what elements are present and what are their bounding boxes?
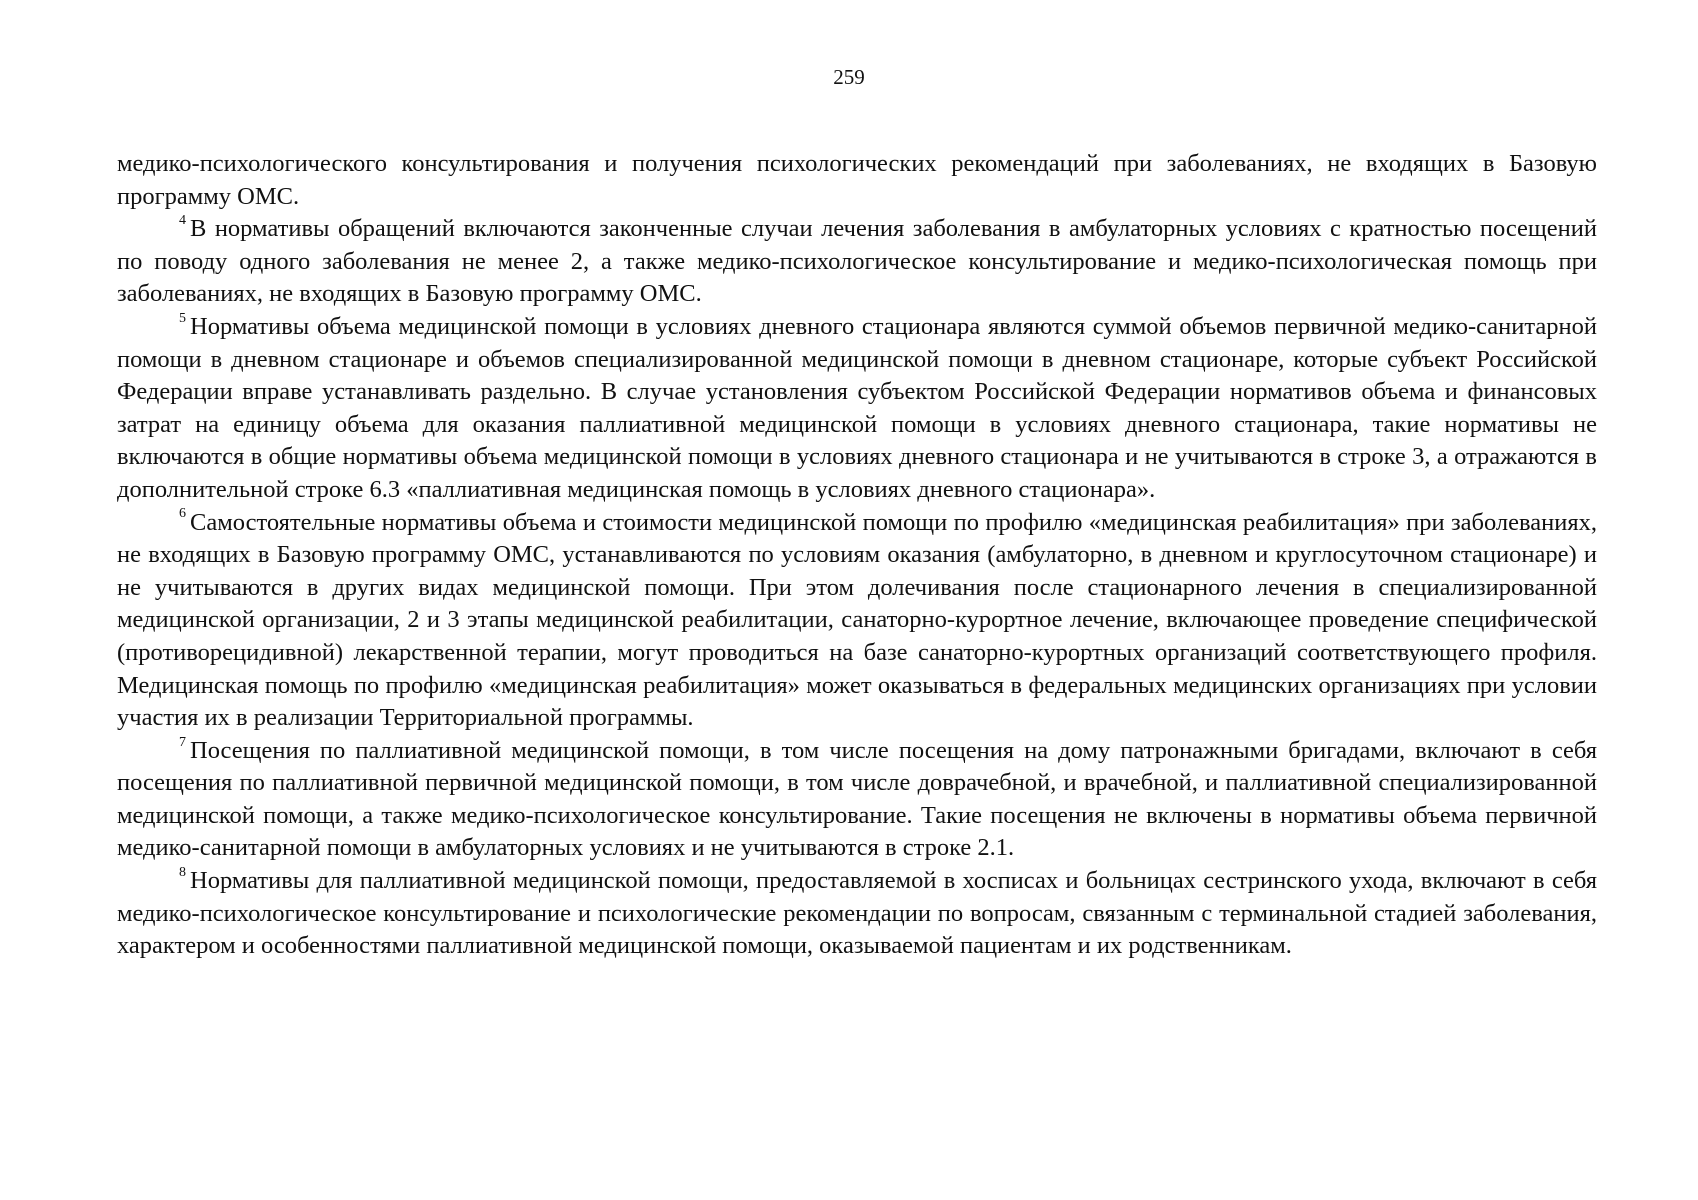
footnotes-body — [117, 148, 1597, 963]
footnote-text: Посещения по паллиативной медицинской помощи, в том числе посещения на дому патронажными бригадами, включают в себя посещения по паллиативной первичной медицинской помощи, в том числе доврачебной, и врачебной, и паллиативной специализированной медицинской помощи, а также медико-психологическое консультирование. Такие посещения не включены в нормативы объема первичной медико-санитарной помощи в амбулаторных условиях и не учитываются в строке 2.1. — [117, 736, 1597, 862]
footnote-text: Нормативы для паллиативной медицинской помощи, предоставляемой в хосписах и больницах сестринского ухода, включают в себя медико-психологическое консультирование и психологические рекомендации по вопросам, связанным с терминальной стадией заболевания, характером и особенностями паллиативной медицинской помощи, оказываемой пациентам и их родственникам. — [117, 867, 1597, 960]
footnote-7 — [117, 735, 1597, 865]
continued-paragraph: медико-психологического консультирования и получения психологических рекомендаций при заболеваниях, не входящих в Базовую программу ОМС. — [117, 150, 1597, 210]
footnote-5 — [117, 311, 1597, 507]
footnote-mark: 5 — [179, 310, 186, 326]
footnote-text: В нормативы обращений включаются законченные случаи лечения заболевания в амбулаторных условиях с кратностью посещений по поводу одного заболевания не менее 2, а также медико-психологическое консультирование и медико-психологическая помощь при заболеваниях, не входящих в Базовую программу ОМС. — [117, 215, 1597, 308]
footnote-mark: 6 — [179, 506, 186, 522]
footnote-text: Нормативы объема медицинской помощи в условиях дневного стационара являются суммой объемов первичной медико-санитарной помощи в дневном стационаре и объемов специализированной медицинской помощи в дневном стационаре, которые субъект Российской Федерации вправе устанавливать раздельно. В случае установления субъектом Российской Федерации нормативов объема и финансовых затрат на единицу объема для оказания паллиативной медицинской помощи в условиях дневного стационара, такие нормативы не включаются в общие нормативы объема медицинской помощи в условиях дневного стационара и не учитываются в строке 3, а отражаются в дополнительной строке 6.3 «паллиативная медицинская помощь в условиях дневного стационара». — [117, 312, 1597, 503]
footnote-mark: 8 — [179, 864, 186, 880]
footnote-mark: 7 — [179, 734, 186, 750]
footnote-4 — [117, 213, 1597, 311]
footnote-6 — [117, 507, 1597, 735]
footnote-8 — [117, 865, 1597, 963]
footnote-mark: 4 — [179, 213, 186, 229]
footnote-text: Самостоятельные нормативы объема и стоимости медицинской помощи по профилю «медицинская реабилитация» при заболеваниях, не входящих в Базовую программу ОМС, устанавливаются по условиям оказания (амбулаторно, в дневном и круглосуточном стационаре) и не учитываются в других видах медицинской помощи. При этом долечивания после стационарного лечения в специализированной медицинской организации, 2 и 3 этапы медицинской реабилитации, санаторно-курортное лечение, включающее проведение специфической (противорецидивной) лекарственной терапии, могут проводиться на базе санаторно-курортных организаций соответствующего профиля. Медицинская помощь по профилю «медицинская реабилитация» может оказываться в федеральных медицинских организациях при условии участия их в реализации Территориальной программы. — [117, 508, 1597, 732]
page-number: 259 — [833, 65, 865, 89]
